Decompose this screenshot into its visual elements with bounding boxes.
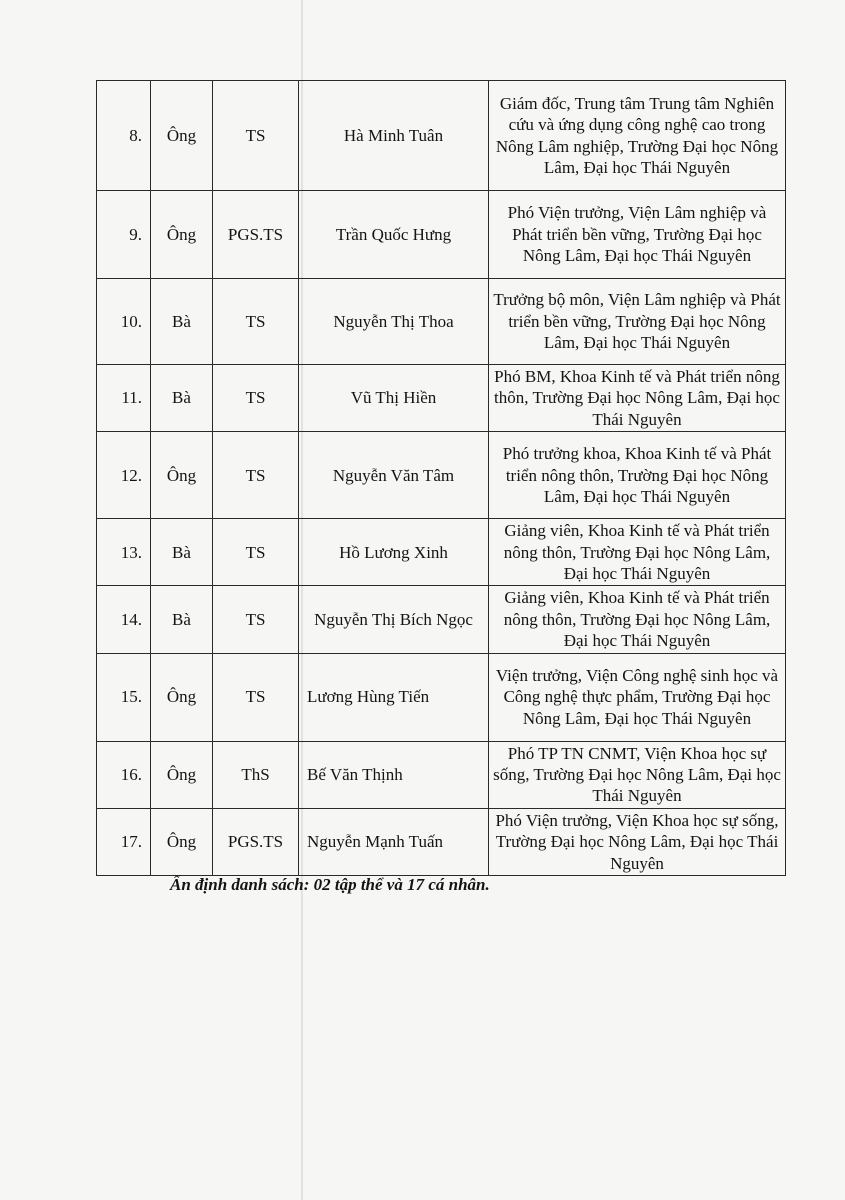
table-row bbox=[97, 653, 786, 741]
row-degree: TS bbox=[213, 432, 299, 519]
table-row bbox=[97, 365, 786, 432]
row-degree: TS bbox=[213, 279, 299, 365]
row-honorific: Bà bbox=[151, 365, 213, 432]
row-number: 16. bbox=[97, 741, 151, 808]
row-honorific: Ông bbox=[151, 81, 213, 191]
row-degree: TS bbox=[213, 81, 299, 191]
row-position: Phó BM, Khoa Kinh tế và Phát triển nông thôn, Trường Đại học Nông Lâm, Đại học Thái Nguyên bbox=[489, 365, 786, 432]
row-full-name: Bế Văn Thịnh bbox=[299, 741, 489, 808]
row-full-name: Hà Minh Tuân bbox=[299, 81, 489, 191]
row-full-name: Nguyễn Thị Bích Ngọc bbox=[299, 586, 489, 653]
row-full-name: Nguyễn Văn Tâm bbox=[299, 432, 489, 519]
row-position: Giám đốc, Trung tâm Trung tâm Nghiên cứu và ứng dụng công nghệ cao trong Nông Lâm nghiệp, Trường Đại học Nông Lâm, Đại học Thái Nguyên bbox=[489, 81, 786, 191]
row-number: 12. bbox=[97, 432, 151, 519]
row-degree: TS bbox=[213, 365, 299, 432]
row-full-name: Nguyễn Thị Thoa bbox=[299, 279, 489, 365]
row-honorific: Ông bbox=[151, 741, 213, 808]
row-number: 11. bbox=[97, 365, 151, 432]
row-number: 9. bbox=[97, 191, 151, 279]
table-row bbox=[97, 432, 786, 519]
row-honorific: Bà bbox=[151, 586, 213, 653]
row-full-name: Hồ Lương Xinh bbox=[299, 519, 489, 586]
row-degree: PGS.TS bbox=[213, 191, 299, 279]
row-number: 13. bbox=[97, 519, 151, 586]
row-full-name: Trần Quốc Hưng bbox=[299, 191, 489, 279]
row-degree: TS bbox=[213, 519, 299, 586]
row-position: Giảng viên, Khoa Kinh tế và Phát triển nông thôn, Trường Đại học Nông Lâm, Đại học Thái Nguyên bbox=[489, 586, 786, 653]
row-honorific: Ông bbox=[151, 653, 213, 741]
table-row bbox=[97, 586, 786, 653]
row-honorific: Bà bbox=[151, 279, 213, 365]
row-honorific: Ông bbox=[151, 808, 213, 875]
row-number: 8. bbox=[97, 81, 151, 191]
row-full-name: Vũ Thị Hiền bbox=[299, 365, 489, 432]
table-row bbox=[97, 808, 786, 875]
table-row bbox=[97, 81, 786, 191]
table-row bbox=[97, 741, 786, 808]
row-honorific: Ông bbox=[151, 191, 213, 279]
row-number: 15. bbox=[97, 653, 151, 741]
row-position: Phó trưởng khoa, Khoa Kinh tế và Phát triển nông thôn, Trường Đại học Nông Lâm, Đại học Thái Nguyên bbox=[489, 432, 786, 519]
row-position: Phó Viện trưởng, Viện Khoa học sự sống, Trường Đại học Nông Lâm, Đại học Thái Nguyên bbox=[489, 808, 786, 875]
row-honorific: Ông bbox=[151, 432, 213, 519]
row-number: 14. bbox=[97, 586, 151, 653]
row-honorific: Bà bbox=[151, 519, 213, 586]
row-degree: ThS bbox=[213, 741, 299, 808]
row-position: Phó Viện trưởng, Viện Lâm nghiệp và Phát triển bền vững, Trường Đại học Nông Lâm, Đại học Thái Nguyên bbox=[489, 191, 786, 279]
row-position: Viện trưởng, Viện Công nghệ sinh học và Công nghệ thực phẩm, Trường Đại học Nông Lâm, Đại học Thái Nguyên bbox=[489, 653, 786, 741]
row-full-name: Nguyễn Mạnh Tuấn bbox=[299, 808, 489, 875]
row-number: 10. bbox=[97, 279, 151, 365]
row-position: Phó TP TN CNMT, Viện Khoa học sự sống, Trường Đại học Nông Lâm, Đại học Thái Nguyên bbox=[489, 741, 786, 808]
table-row bbox=[97, 519, 786, 586]
row-degree: TS bbox=[213, 586, 299, 653]
row-number: 17. bbox=[97, 808, 151, 875]
table-row bbox=[97, 191, 786, 279]
row-position: Trưởng bộ môn, Viện Lâm nghiệp và Phát triển bền vững, Trường Đại học Nông Lâm, Đại học Thái Nguyên bbox=[489, 279, 786, 365]
row-full-name: Lương Hùng Tiến bbox=[299, 653, 489, 741]
row-degree: TS bbox=[213, 653, 299, 741]
row-degree: PGS.TS bbox=[213, 808, 299, 875]
row-position: Giảng viên, Khoa Kinh tế và Phát triển nông thôn, Trường Đại học Nông Lâm, Đại học Thái Nguyên bbox=[489, 519, 786, 586]
table-row bbox=[97, 279, 786, 365]
list-summary-note: Ấn định danh sách: 02 tập thể và 17 cá nhân. bbox=[170, 875, 490, 894]
honoree-table bbox=[96, 80, 786, 876]
